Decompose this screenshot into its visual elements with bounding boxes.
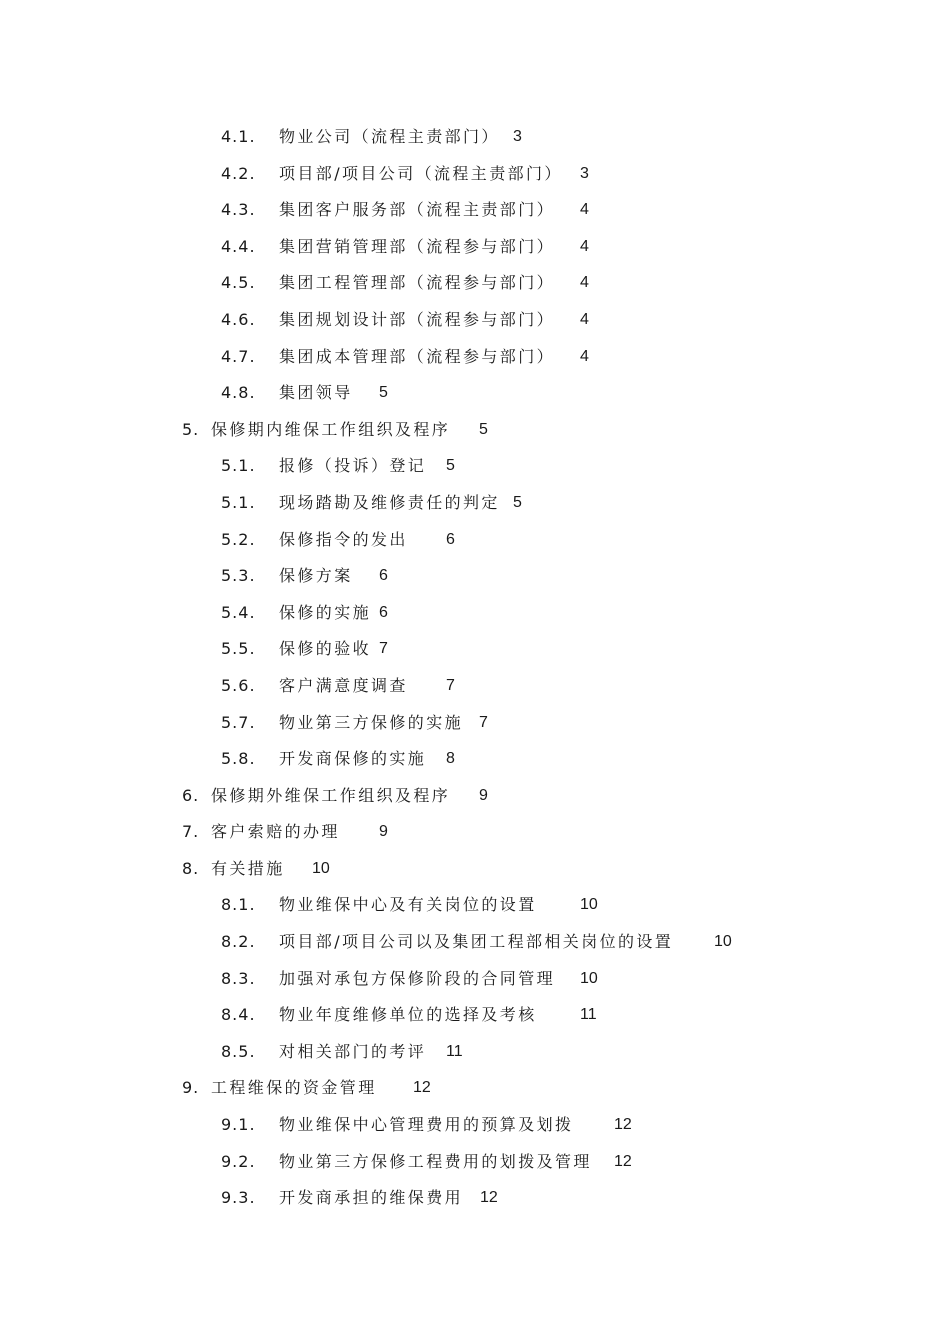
toc-entry-page-number: 12: [614, 1116, 632, 1134]
toc-entry-title: 保修的验收: [279, 639, 372, 659]
toc-entry-title: 工程维保的资金管理: [211, 1078, 377, 1098]
toc-entry-page-number: 3: [580, 164, 589, 182]
toc-entry-title: 物业公司（流程主责部门）: [279, 127, 500, 146]
toc-entry-title: 客户索赔的办理: [211, 822, 340, 842]
toc-entry-number: 5.1.: [221, 492, 256, 512]
toc-entry-number: 8.5.: [221, 1041, 256, 1061]
toc-entry-title: 集团工程管理部（流程参与部门）: [279, 273, 556, 293]
toc-entry-page-number: 5: [446, 457, 455, 475]
toc-entry-title: 集团客户服务部（流程主责部门）: [279, 200, 556, 220]
toc-entry-page-number: 4: [580, 274, 589, 292]
toc-entry-number: 4.6.: [221, 309, 256, 329]
toc-entry-title: 开发商承担的维保费用: [279, 1188, 464, 1208]
toc-entry-number: 5.5.: [221, 639, 256, 659]
toc-entry[interactable]: [0, 631, 950, 668]
toc-entry-number: 5.8.: [221, 749, 256, 769]
toc-entry-number: 5.1.: [221, 456, 256, 476]
toc-entry[interactable]: [0, 741, 950, 778]
toc-entry-page-number: 5: [479, 420, 488, 438]
toc-entry-number: 5.3.: [221, 566, 256, 586]
toc-entry-title: 保修指令的发出: [279, 529, 408, 549]
toc-entry-title: 保修方案: [279, 566, 353, 586]
toc-entry-title: 现场踏勘及维修责任的判定: [279, 492, 500, 512]
toc-entry-page-number: 4: [580, 347, 589, 365]
toc-entry-title: 报修（投诉）登记: [279, 456, 427, 476]
toc-entry-title: 物业第三方保修工程费用的划拨及管理: [279, 1151, 592, 1171]
toc-entry-page-number: 4: [580, 237, 589, 255]
toc-entry[interactable]: [0, 997, 950, 1034]
toc-entry[interactable]: [0, 522, 950, 559]
toc-entry-number: 9.2.: [221, 1151, 256, 1171]
toc-entry-title: 对相关部门的考评: [279, 1041, 427, 1061]
toc-entry[interactable]: [0, 485, 950, 522]
toc-entry-title: 保修的实施: [279, 602, 372, 622]
toc-entry-number: 7.: [182, 822, 200, 842]
toc-entry-number: 8.: [182, 858, 200, 878]
toc-entry-number: 4.7.: [221, 346, 256, 366]
toc-entry[interactable]: [0, 1144, 950, 1181]
toc-entry-page-number: 12: [614, 1152, 632, 1170]
toc-entry-title: 集团营销管理部（流程参与部门）: [279, 236, 556, 256]
toc-entry-page-number: 9: [479, 786, 488, 804]
table-of-contents: [0, 119, 950, 1217]
toc-entry-title: 项目部/项目公司（流程主责部门）: [279, 163, 563, 183]
toc-entry[interactable]: [0, 229, 950, 266]
toc-entry-title: 保修期内维保工作组织及程序: [211, 419, 451, 439]
toc-entry-number: 6.: [182, 785, 200, 805]
toc-entry-number: 5.2.: [221, 529, 256, 549]
toc-entry[interactable]: [0, 814, 950, 851]
toc-entry[interactable]: [0, 375, 950, 412]
toc-entry-title: 加强对承包方保修阶段的合同管理: [279, 968, 556, 988]
toc-entry[interactable]: [0, 924, 950, 961]
toc-entry[interactable]: [0, 595, 950, 632]
toc-entry-number: 5.4.: [221, 602, 256, 622]
toc-entry-number: 4.4.: [221, 236, 256, 256]
toc-entry[interactable]: [0, 156, 950, 193]
toc-entry-title: 集团规划设计部（流程参与部门）: [279, 309, 556, 329]
toc-entry-page-number: 5: [379, 384, 388, 402]
toc-entry[interactable]: [0, 778, 950, 815]
toc-entry[interactable]: [0, 1107, 950, 1144]
toc-entry-number: 8.4.: [221, 1005, 256, 1025]
toc-entry-number: 8.3.: [221, 968, 256, 988]
toc-entry[interactable]: [0, 558, 950, 595]
toc-entry-number: 5.6.: [221, 675, 256, 695]
toc-entry-number: 9.1.: [221, 1115, 256, 1135]
toc-entry-title: 项目部/项目公司以及集团工程部相关岗位的设置: [279, 932, 674, 952]
toc-entry-title: 物业维保中心管理费用的预算及划拨: [279, 1115, 574, 1135]
toc-entry-page-number: 11: [446, 1042, 463, 1060]
toc-entry-title: 保修期外维保工作组织及程序: [211, 785, 451, 805]
toc-entry-page-number: 10: [580, 969, 598, 987]
toc-entry-page-number: 6: [379, 567, 388, 585]
toc-entry-page-number: 8: [446, 750, 455, 768]
toc-entry-number: 4.5.: [221, 273, 256, 293]
toc-entry-page-number: 11: [580, 1006, 597, 1024]
toc-entry[interactable]: [0, 448, 950, 485]
toc-entry-page-number: 9: [379, 823, 388, 841]
toc-entry-page-number: 5: [513, 493, 522, 511]
toc-entry[interactable]: [0, 887, 950, 924]
toc-entry-number: 8.1.: [221, 895, 256, 915]
toc-entry[interactable]: [0, 705, 950, 742]
toc-entry[interactable]: [0, 339, 950, 376]
toc-entry[interactable]: [0, 119, 950, 156]
toc-entry-number: 8.2.: [221, 932, 256, 952]
toc-entry-page-number: 7: [446, 676, 455, 694]
toc-entry-page-number: 12: [413, 1079, 431, 1097]
toc-entry-number: 4.2.: [221, 163, 256, 183]
toc-entry[interactable]: [0, 1070, 950, 1107]
toc-entry-page-number: 6: [446, 530, 455, 548]
toc-entry-number: 4.1.: [221, 127, 256, 146]
toc-entry-title: 物业第三方保修的实施: [279, 712, 464, 732]
toc-entry[interactable]: [0, 961, 950, 998]
toc-entry[interactable]: [0, 265, 950, 302]
toc-entry-number: 5.: [182, 419, 200, 439]
toc-entry[interactable]: [0, 412, 950, 449]
toc-entry-number: 9.: [182, 1078, 200, 1098]
toc-entry-title: 有关措施: [211, 858, 285, 878]
toc-entry-page-number: 10: [312, 859, 330, 877]
toc-entry-page-number: 12: [480, 1189, 498, 1207]
toc-entry-title: 开发商保修的实施: [279, 749, 427, 769]
toc-entry-title: 物业维保中心及有关岗位的设置: [279, 895, 537, 915]
toc-entry-page-number: 6: [379, 603, 388, 621]
toc-entry[interactable]: [0, 1034, 950, 1071]
toc-entry-title: 集团成本管理部（流程参与部门）: [279, 346, 556, 366]
toc-entry-title: 客户满意度调查: [279, 675, 408, 695]
toc-entry[interactable]: [0, 302, 950, 339]
toc-entry[interactable]: [0, 192, 950, 229]
toc-entry[interactable]: [0, 668, 950, 705]
toc-entry-page-number: 7: [379, 640, 388, 658]
toc-entry-page-number: 4: [580, 310, 589, 328]
toc-entry-number: 4.8.: [221, 383, 256, 403]
toc-entry-page-number: 10: [714, 933, 732, 951]
toc-entry-page-number: 4: [580, 201, 589, 219]
toc-entry-number: 9.3.: [221, 1188, 256, 1208]
toc-entry[interactable]: [0, 851, 950, 888]
toc-entry-page-number: 3: [513, 128, 522, 145]
toc-entry-title: 物业年度维修单位的选择及考核: [279, 1005, 537, 1025]
toc-entry-page-number: 7: [479, 713, 488, 731]
toc-entry-number: 5.7.: [221, 712, 256, 732]
toc-entry-page-number: 10: [580, 896, 598, 914]
toc-entry-title: 集团领导: [279, 383, 353, 403]
toc-entry-number: 4.3.: [221, 200, 256, 220]
toc-entry[interactable]: [0, 1180, 950, 1217]
